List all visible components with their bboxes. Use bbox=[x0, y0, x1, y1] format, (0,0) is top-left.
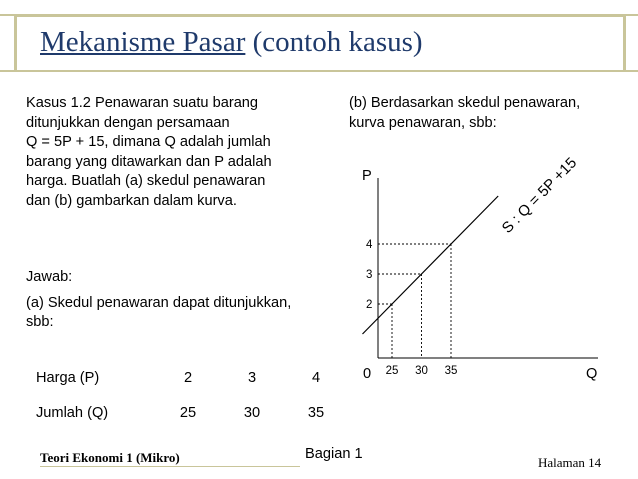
supply-schedule-table bbox=[30, 360, 348, 430]
problem-line: Q = 5P + 15, dimana Q adalah jumlah bbox=[26, 134, 271, 150]
footer-course: Teori Ekonomi 1 (Mikro) bbox=[40, 450, 180, 465]
answer-section bbox=[26, 268, 341, 339]
price-row-label: Harga (P) bbox=[36, 369, 100, 386]
supply-curve-label: S : Q = 5P +15 bbox=[498, 154, 581, 237]
quantity-cell: 35 bbox=[307, 404, 325, 421]
price-cell: 3 bbox=[247, 369, 257, 386]
part-b-text bbox=[349, 94, 629, 133]
slide-title bbox=[40, 26, 423, 59]
supply-curve-chart bbox=[340, 150, 630, 390]
frame-left-rule bbox=[14, 14, 17, 72]
table-row bbox=[30, 395, 348, 430]
part-b-line: (b) Berdasarkan skedul penawaran, bbox=[349, 95, 581, 111]
part-b-line: kurva penawaran, sbb: bbox=[349, 114, 497, 131]
footer-rule bbox=[40, 466, 300, 467]
frame-right-rule bbox=[623, 14, 626, 72]
frame-title-rule bbox=[14, 70, 626, 72]
x-tick-label: 25 bbox=[385, 365, 399, 377]
price-cell: 4 bbox=[311, 369, 321, 386]
problem-line: barang yang ditawarkan dan P adalah bbox=[26, 153, 272, 170]
origin-label: 0 bbox=[363, 366, 372, 382]
footer-section: Bagian 1 bbox=[305, 446, 363, 462]
answer-part-a-line: (a) Skedul penawaran dapat ditunjukkan, bbox=[26, 294, 292, 311]
problem-line: dan (b) gambarkan dalam kurva. bbox=[26, 192, 237, 209]
problem-line: Kasus 1.2 Penawaran suatu barang bbox=[26, 95, 259, 111]
problem-line: ditunjukkan dengan persamaan bbox=[26, 114, 230, 131]
frame-corner-tick bbox=[624, 70, 638, 72]
y-tick-label: 2 bbox=[366, 299, 373, 311]
frame-corner-tick bbox=[0, 14, 14, 16]
table-row bbox=[30, 360, 348, 395]
slide-title-main: Mekanisme Pasar bbox=[40, 26, 246, 58]
y-tick-label: 3 bbox=[366, 269, 373, 281]
answer-part-a bbox=[26, 294, 341, 333]
price-cell: 2 bbox=[183, 369, 193, 386]
quantity-cell: 30 bbox=[243, 404, 261, 421]
quantity-cell: 25 bbox=[179, 404, 197, 421]
x-tick-label: 35 bbox=[444, 365, 458, 377]
quantity-row-label: Jumlah (Q) bbox=[36, 404, 109, 421]
x-axis-label: Q bbox=[586, 366, 598, 382]
problem-line: harga. Buatlah (a) skedul penawaran bbox=[26, 173, 266, 189]
answer-heading: Jawab: bbox=[26, 269, 73, 285]
frame-top-rule bbox=[14, 14, 626, 17]
footer-page-number: Halaman 14 bbox=[538, 455, 602, 470]
slide-title-rest: (contoh kasus) bbox=[245, 26, 423, 58]
y-tick-label: 4 bbox=[366, 239, 373, 251]
y-axis-label: P bbox=[362, 168, 372, 184]
frame-corner-tick bbox=[624, 14, 638, 16]
supply-curve-line bbox=[363, 196, 499, 334]
frame-corner-tick bbox=[0, 70, 14, 72]
x-tick-label: 30 bbox=[415, 365, 428, 377]
problem-statement bbox=[26, 94, 341, 211]
answer-part-a-line: sbb: bbox=[26, 314, 54, 330]
